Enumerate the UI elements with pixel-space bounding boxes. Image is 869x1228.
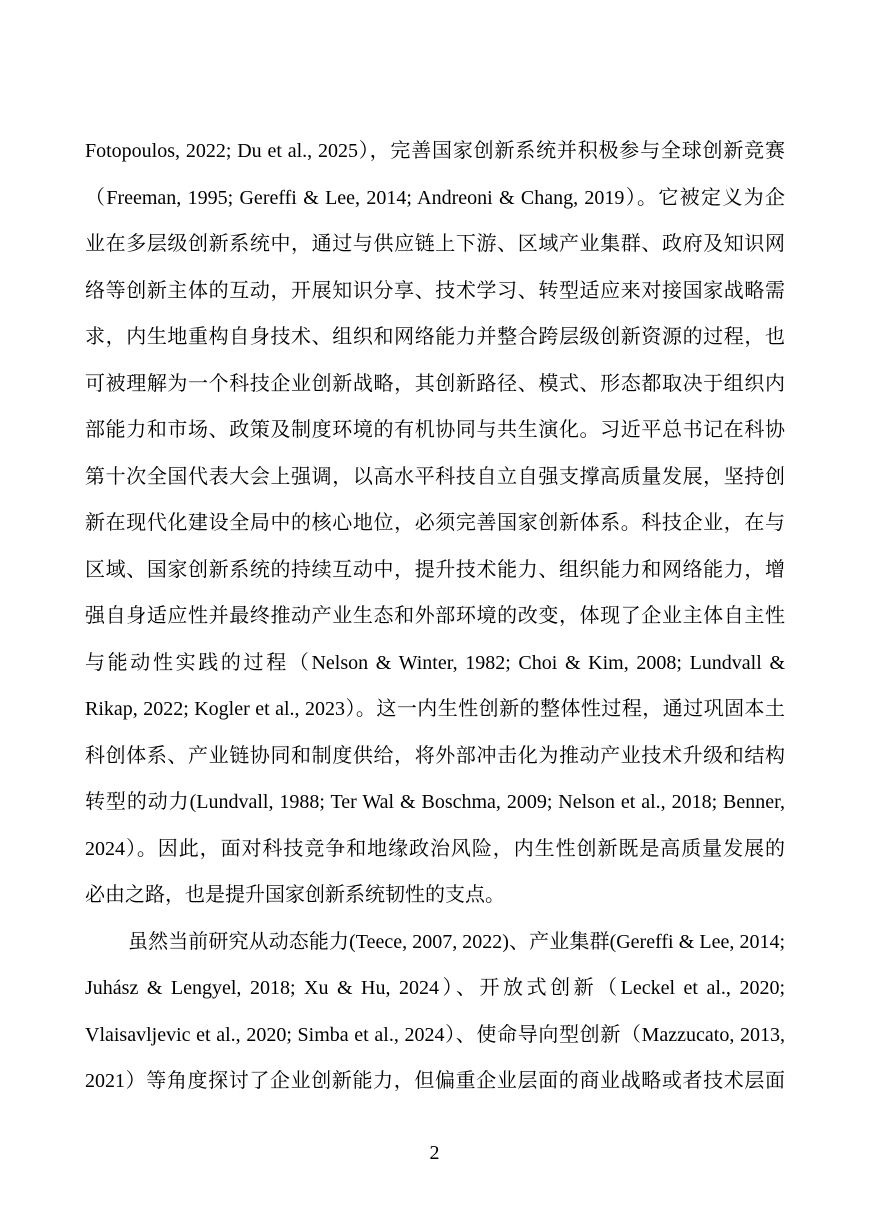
text-line: 求，内生地重构自身技术、组织和网络能力并整合跨层级创新资源的过程，也 (85, 326, 785, 348)
text-line: 强自身适应性并最终推动产业生态和外部环境的改变，体现了企业主体自主性 (85, 605, 785, 627)
text-line: 科创体系、产业链协同和制度供给，将外部冲击化为推动产业技术升级和结构 (85, 744, 785, 767)
body-text (85, 128, 785, 1105)
text-line: Rikap, 2022; Kogler et al., 2023）。这一内生性创新的整体性过程，通过巩固本土 (85, 698, 785, 720)
text-line: 可被理解为一个科技企业创新战略，其创新路径、模式、形态都取决于组织内 (85, 372, 785, 395)
text-line: 部能力和市场、政策及制度环境的有机协同与共生演化。习近平总书记在科协 (85, 419, 785, 441)
text-line: 虽然当前研究从动态能力(Teece, 2007, 2022)、产业集群(Gereffi & Lee, 2014; (128, 930, 785, 953)
text-line: 业在多层级创新系统中，通过与供应链上下游、区域产业集群、政府及知识网 (85, 233, 785, 255)
text-line: Juhász & Lengyel, 2018; Xu & Hu, 2024）、开放式创新（Leckel et al., 2020; (85, 977, 785, 999)
text-line: 区域、国家创新系统的持续互动中，提升技术能力、组织能力和网络能力，增 (85, 558, 785, 581)
text-line: 与能动性实践的过程（Nelson & Winter, 1982; Choi & Kim, 2008; Lundvall & (85, 651, 785, 674)
text-line: 络等创新主体的互动，开展知识分享、技术学习、转型适应来对接国家战略需 (85, 279, 785, 302)
text-line: Fotopoulos, 2022; Du et al., 2025），完善国家创新系统并积极参与全球创新竞赛 (85, 140, 785, 162)
text-line: Vlaisavljevic et al., 2020; Simba et al., 2024）、使命导向型创新（Mazzucato, 2013, (85, 1023, 785, 1046)
paragraph-1 (85, 128, 785, 919)
page-number: 2 (429, 1142, 440, 1164)
text-line: （Freeman, 1995; Gereffi & Lee, 2014; Andreoni & Chang, 2019）。它被定义为企 (85, 186, 785, 209)
paragraph-2 (85, 919, 785, 1105)
text-line: 转型的动力(Lundvall, 1988; Ter Wal & Boschma, 2009; Nelson et al., 2018; Benner, (85, 791, 785, 813)
text-line: 新在现代化建设全局中的核心地位，必须完善国家创新体系。科技企业，在与 (85, 512, 785, 534)
text-line: 第十次全国代表大会上强调，以高水平科技自立自强支撑高质量发展，坚持创 (85, 465, 785, 488)
text-line: 2024）。因此，面对科技竞争和地缘政治风险，内生性创新既是高质量发展的 (85, 837, 785, 860)
text-line: 必由之路，也是提升国家创新系统韧性的支点。 (85, 884, 505, 906)
text-line: 2021）等角度探讨了企业创新能力，但偏重企业层面的商业战略或者技术层面 (85, 1070, 785, 1092)
